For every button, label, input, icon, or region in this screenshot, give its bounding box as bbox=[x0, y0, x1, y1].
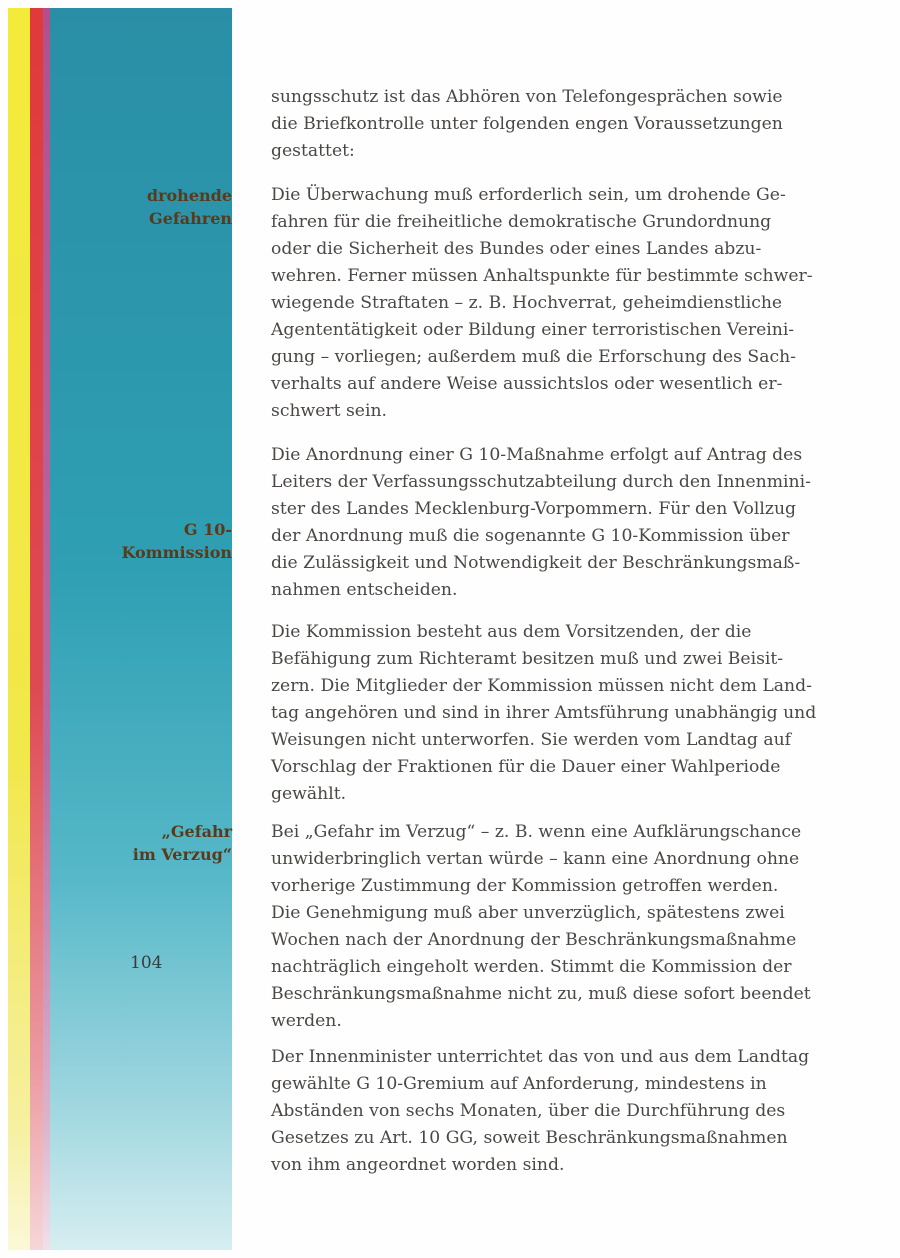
text-line: Der Innenminister unterrichtet das von und aus dem Landtag bbox=[271, 1047, 810, 1067]
text-line: der Anordnung muß die sogenannte G 10-Kommission über bbox=[271, 526, 790, 546]
text-line: Die Anordnung einer G 10-Maßnahme erfolgt auf Antrag des bbox=[271, 445, 803, 465]
note-line: im Verzug“ bbox=[132, 845, 232, 864]
text-line: oder die Sicherheit des Bundes oder eines Landes abzu- bbox=[271, 239, 762, 259]
text-line: Wochen nach der Anordnung der Beschränkungsmaßnahme bbox=[271, 930, 797, 950]
text-line: von ihm angeordnet worden sind. bbox=[271, 1155, 565, 1175]
margin-note-g10-kommission bbox=[121, 518, 232, 564]
text-line: gewählt. bbox=[271, 784, 347, 804]
text-line: die Zulässigkeit und Notwendigkeit der Beschränkungsmaß- bbox=[271, 553, 801, 573]
margin-note-gefahr-im-verzug bbox=[133, 820, 232, 866]
text-line: nahmen entscheiden. bbox=[271, 580, 458, 600]
text-line: fahren für die freiheitliche demokratische Grundordnung bbox=[271, 212, 772, 232]
paragraph-1 bbox=[271, 84, 827, 165]
text-line: nachträglich eingeholt werden. Stimmt die Kommission der bbox=[271, 957, 792, 977]
paragraph-3 bbox=[271, 442, 827, 604]
text-line: Die Überwachung muß erforderlich sein, um drohende Ge- bbox=[271, 185, 786, 205]
note-line: drohende bbox=[146, 186, 232, 205]
text-line: werden. bbox=[271, 1011, 342, 1031]
red-stripe bbox=[30, 8, 43, 1250]
page-number: 104 bbox=[130, 953, 163, 973]
text-line: zern. Die Mitglieder der Kommission müssen nicht dem Land- bbox=[271, 676, 812, 696]
yellow-stripe bbox=[8, 8, 30, 1250]
text-line: Abständen von sechs Monaten, über die Durchführung des bbox=[271, 1101, 786, 1121]
text-line: tag angehören und sind in ihrer Amtsführung unabhängig und bbox=[271, 703, 817, 723]
paragraph-5 bbox=[271, 819, 827, 1035]
margin-note-drohende-gefahren bbox=[147, 184, 232, 230]
text-line: verhalts auf andere Weise aussichtslos oder wesentlich er- bbox=[271, 374, 783, 394]
note-line: Gefahren bbox=[149, 209, 232, 228]
text-line: Agententätigkeit oder Bildung einer terroristischen Vereini- bbox=[271, 320, 795, 340]
text-line: vorherige Zustimmung der Kommission getroffen werden. bbox=[271, 876, 779, 896]
text-line: schwert sein. bbox=[271, 401, 388, 421]
text-line: wehren. Ferner müssen Anhaltspunkte für bestimmte schwer- bbox=[271, 266, 813, 286]
paragraph-2 bbox=[271, 182, 827, 425]
paragraph-6 bbox=[271, 1044, 827, 1179]
text-line: ster des Landes Mecklenburg-Vorpommern. Für den Vollzug bbox=[271, 499, 797, 519]
text-line: Beschränkungsmaßnahme nicht zu, muß diese sofort beendet bbox=[271, 984, 811, 1004]
purple-stripe bbox=[43, 8, 50, 1250]
note-line: Kommission bbox=[121, 543, 232, 562]
text-line: Vorschlag der Fraktionen für die Dauer einer Wahlperiode bbox=[271, 757, 781, 777]
text-line: gung – vorliegen; außerdem muß die Erforschung des Sach- bbox=[271, 347, 796, 367]
text-line: unwiderbringlich vertan würde – kann eine Anordnung ohne bbox=[271, 849, 800, 869]
text-line: Die Kommission besteht aus dem Vorsitzenden, der die bbox=[271, 622, 752, 642]
text-line: gewählte G 10-Gremium auf Anforderung, mindestens in bbox=[271, 1074, 767, 1094]
paragraph-4 bbox=[271, 619, 827, 808]
note-line: „Gefahr bbox=[161, 822, 232, 841]
text-line: wiegende Straftaten – z. B. Hochverrat, geheimdienstliche bbox=[271, 293, 783, 313]
text-line: Befähigung zum Richteramt besitzen muß und zwei Beisit- bbox=[271, 649, 784, 669]
text-line: Die Genehmigung muß aber unverzüglich, spätestens zwei bbox=[271, 903, 785, 923]
text-line: die Briefkontrolle unter folgenden engen Voraussetzungen bbox=[271, 114, 783, 134]
text-line: Weisungen nicht unterworfen. Sie werden vom Landtag auf bbox=[271, 730, 792, 750]
text-line: Bei „Gefahr im Verzug“ – z. B. wenn eine Aufklärungschance bbox=[271, 822, 802, 842]
text-line: Gesetzes zu Art. 10 GG, soweit Beschränkungsmaßnahmen bbox=[271, 1128, 788, 1148]
text-line: Leiters der Verfassungsschutzabteilung durch den Innenmini- bbox=[271, 472, 811, 492]
text-line: gestattet: bbox=[271, 141, 355, 161]
text-line: sungsschutz ist das Abhören von Telefongesprächen sowie bbox=[271, 87, 783, 107]
note-line: G 10- bbox=[183, 520, 232, 539]
